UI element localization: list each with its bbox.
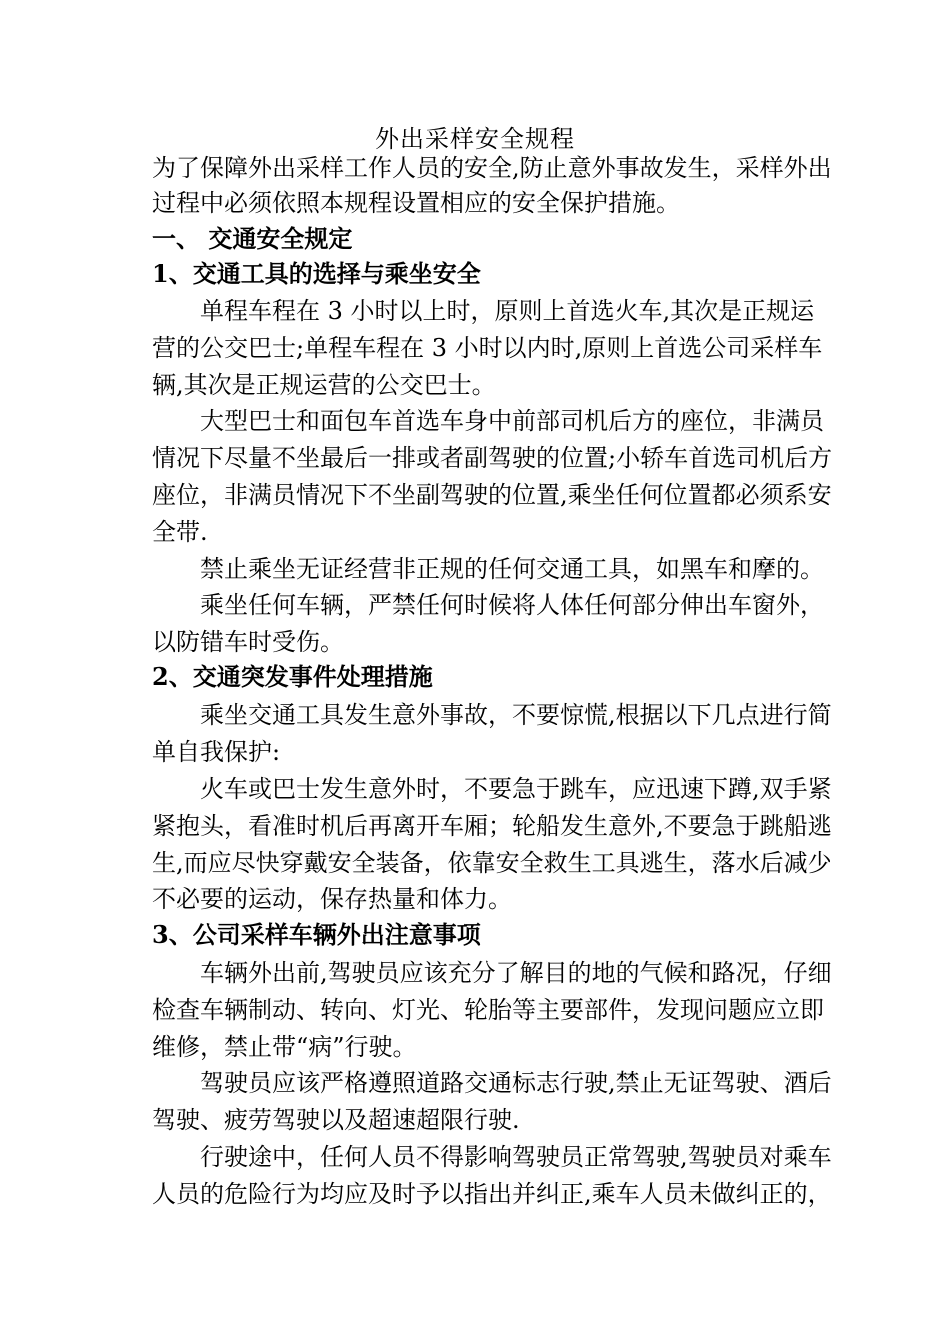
paragraph-line: 不必要的运动，保存热量和体力。 [152,885,512,913]
intro-line: 为了保障外出采样工作人员的安全,防止意外事故发生，采样外出 [152,154,832,182]
paragraph-line: 乘坐任何车辆，严禁任何时候将人体任何部分伸出车窗外， [200,591,824,619]
paragraph-line: 检查车辆制动、转向、灯光、轮胎等主要部件，发现问题应立即 [152,996,824,1024]
section-heading: 一、 交通安全规定 [152,224,353,253]
paragraph-line: 火车或巴士发生意外时，不要急于跳车，应迅速下蹲,双手紧 [200,775,832,803]
paragraph-line: 禁止乘坐无证经营非正规的任何交通工具，如黑车和摩的。 [200,555,824,583]
paragraph-line: 辆,其次是正规运营的公交巴士。 [152,371,496,399]
paragraph-line: 单自我保护: [152,738,281,766]
paragraph-line: 车辆外出前,驾驶员应该充分了解目的地的气候和路况，仔细 [200,959,832,987]
paragraph-line: 驾驶、疲劳驾驶以及超速超限行驶. [152,1106,520,1134]
paragraph-line: 营的公交巴士;单程车程在 3 小时以内时,原则上首选公司采样车 [152,334,823,362]
paragraph-line: 行驶途中，任何人员不得影响驾驶员正常驾驶,驾驶员对乘车 [200,1143,832,1171]
paragraph-line: 大型巴士和面包车首选车身中前部司机后方的座位，非满员 [200,407,824,435]
intro-line: 过程中必须依照本规程设置相应的安全保护措施。 [152,189,680,217]
paragraph-line: 驾驶员应该严格遵照道路交通标志行驶,禁止无证驾驶、酒后 [200,1069,832,1097]
subsection-heading: 2、交通突发事件处理措施 [152,662,433,691]
document-title: 外出采样安全规程 [375,125,575,153]
paragraph-line: 全带. [152,518,208,546]
subsection-heading: 1、交通工具的选择与乘坐安全 [152,259,481,288]
paragraph-line: 乘坐交通工具发生意外事故，不要惊慌,根据以下几点进行简 [200,701,832,729]
paragraph-line: 座位，非满员情况下不坐副驾驶的位置,乘坐任何位置都必须系安 [152,481,832,509]
paragraph-line: 情况下尽量不坐最后一排或者副驾驶的位置;小轿车首选司机后方 [152,444,833,472]
subsection-heading: 3、公司采样车辆外出注意事项 [152,920,481,949]
paragraph-line: 紧抱头，看准时机后再离开车厢；轮船发生意外,不要急于跳船逃 [152,812,832,840]
paragraph-line: 生,而应尽快穿戴安全装备，依靠安全救生工具逃生，落水后减少 [152,849,832,877]
paragraph-line: 人员的危险行为均应及时予以指出并纠正,乘车人员未做纠正的， [152,1180,832,1208]
paragraph-line: 以防错车时受伤。 [152,628,344,656]
paragraph-line: 维修，禁止带“病”行驶。 [152,1033,417,1061]
paragraph-line: 单程车程在 3 小时以上时，原则上首选火车,其次是正规运 [200,297,815,325]
